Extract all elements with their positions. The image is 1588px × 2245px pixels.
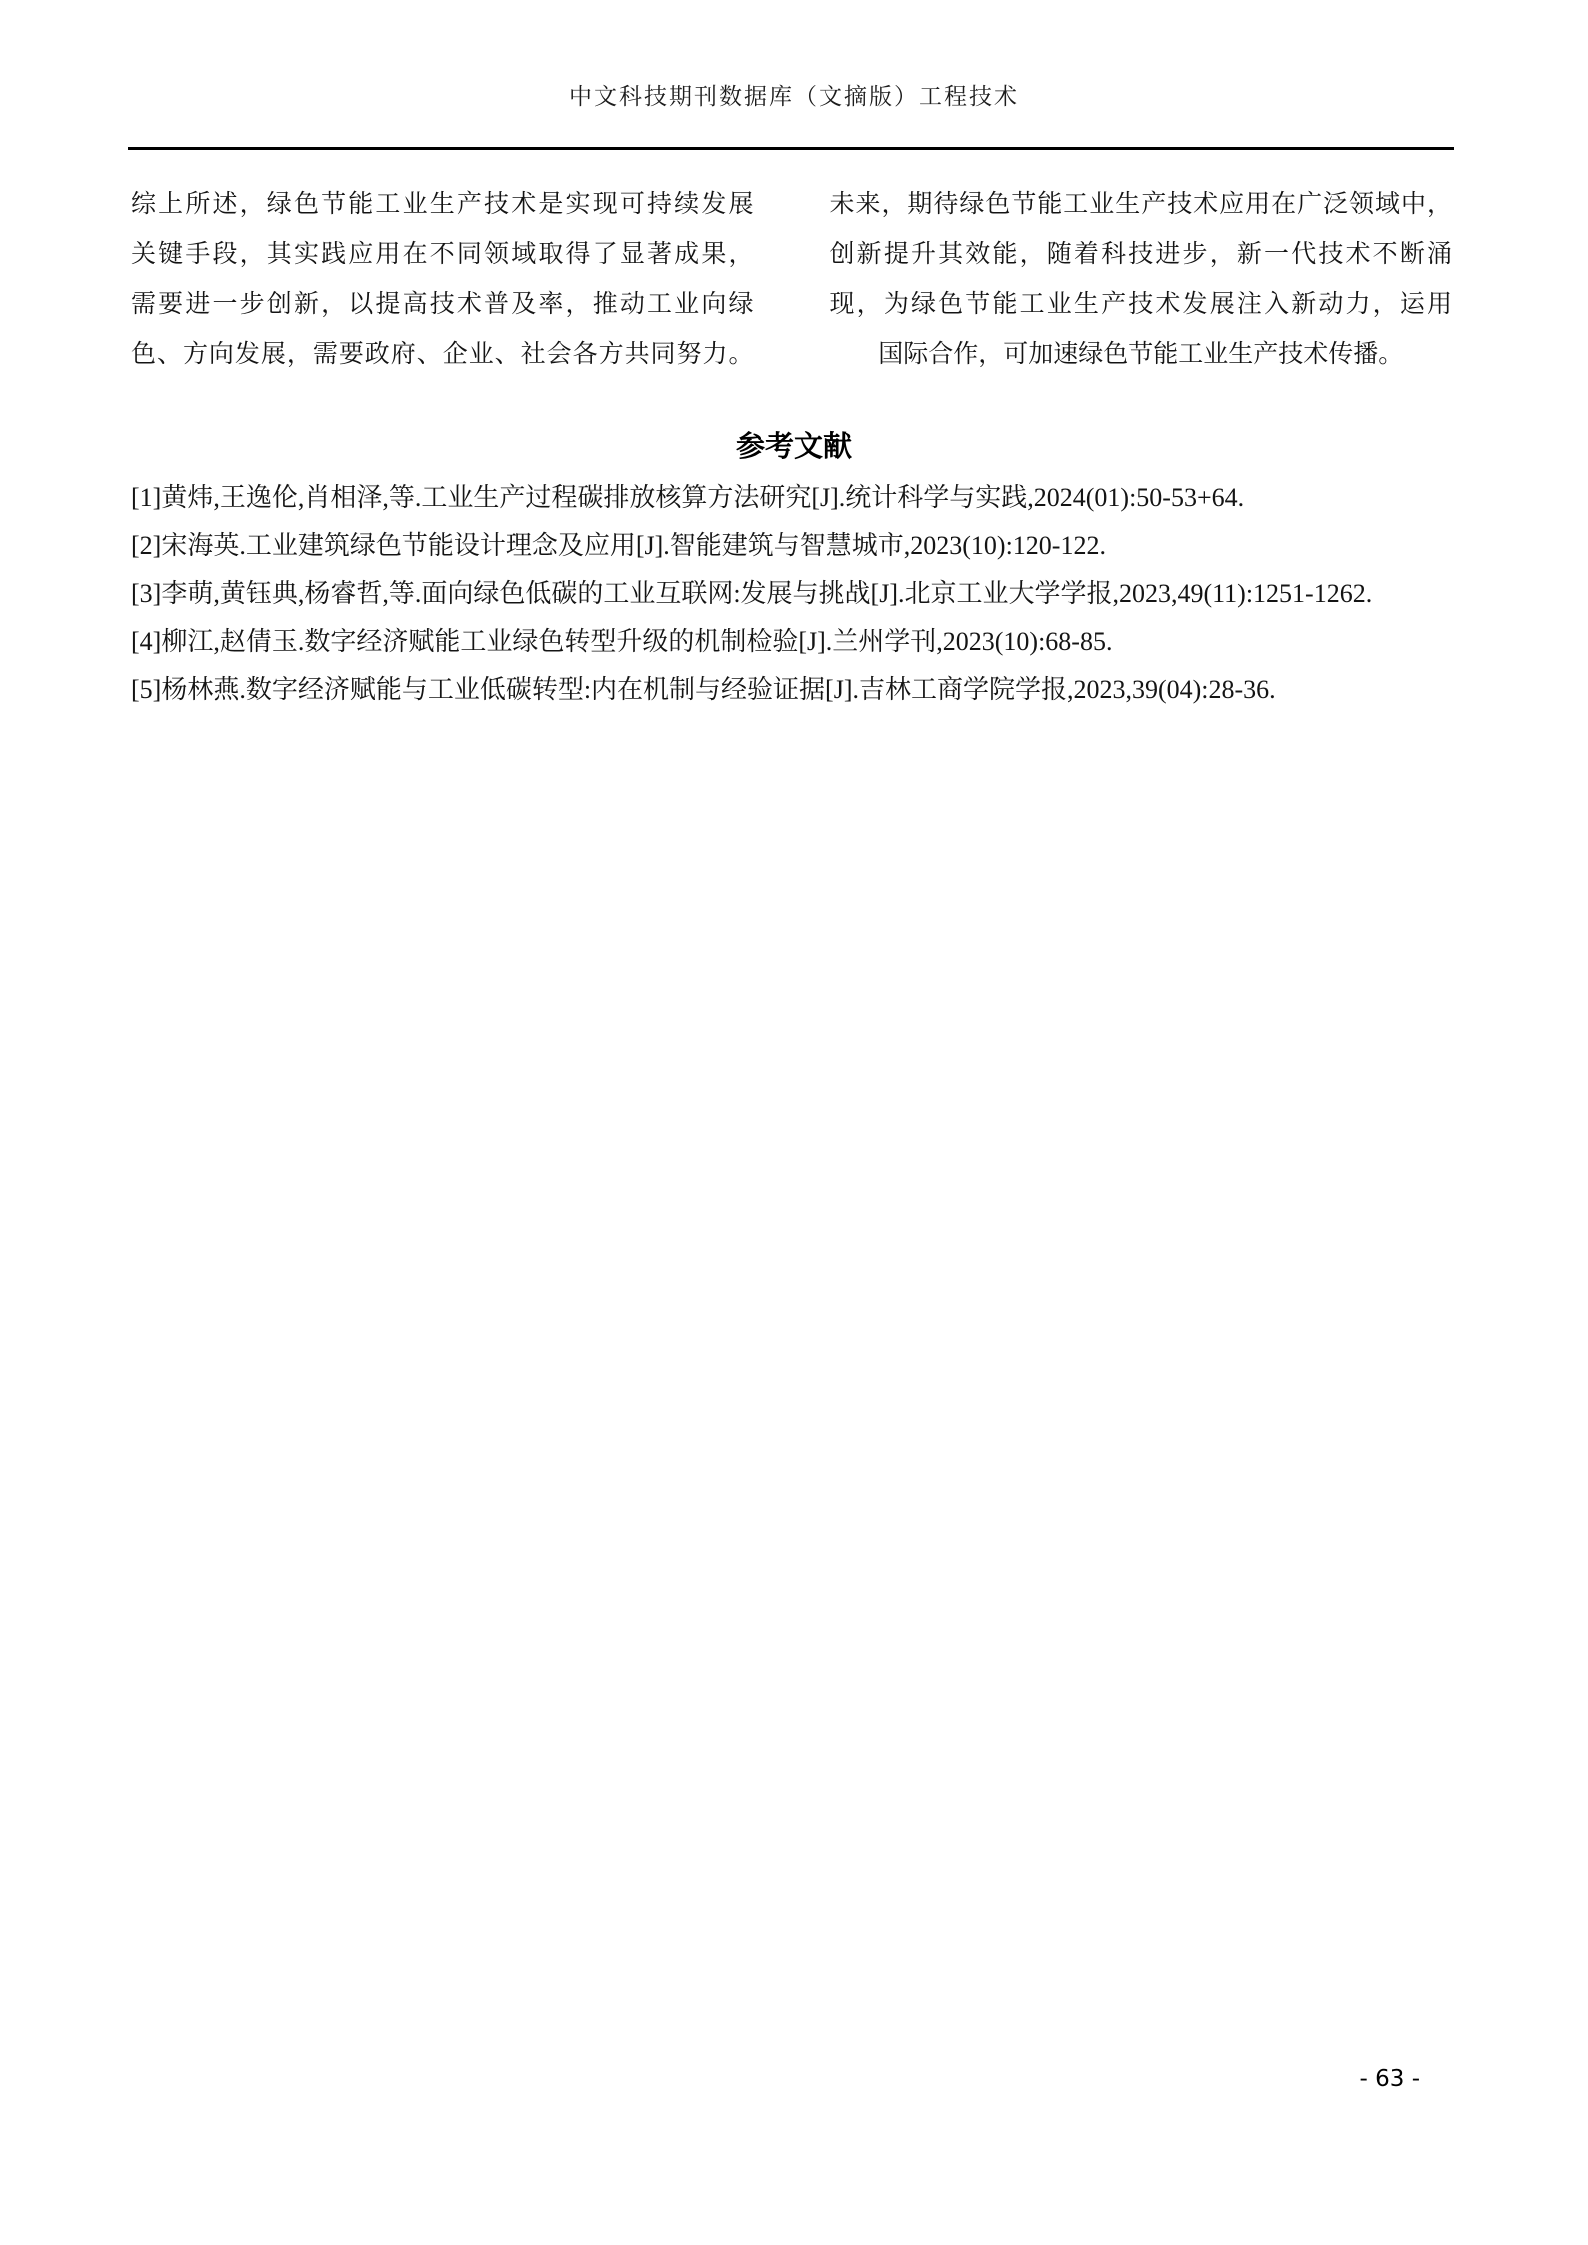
right-column-line: 创新提升其效能，随着科技进步，新一代技术不断涌	[829, 241, 1452, 268]
right-column	[830, 180, 1453, 380]
left-column-line: 关键手段，其实践应用在不同领域取得了显著成果，	[131, 241, 754, 268]
reference-item: [5]杨林燕.数字经济赋能与工业低碳转型:内在机制与经验证据[J].吉林工商学院学报,2023,39(04):28-36.	[131, 675, 1276, 704]
right-column-line: 国际合作，可加速绿色节能工业生产技术传播。	[878, 341, 1404, 368]
reference-item: [4]柳江,赵倩玉.数字经济赋能工业绿色转型升级的机制检验[J].兰州学刊,2023(10):68-85.	[131, 627, 1113, 656]
reference-item: [2]宋海英.工业建筑绿色节能设计理念及应用[J].智能建筑与智慧城市,2023(10):120-122.	[131, 531, 1106, 560]
references-heading: 参考文献	[735, 429, 852, 463]
left-column-line: 需要进一步创新，以提高技术普及率，推动工业向绿	[131, 291, 754, 318]
left-column-line: 综上所述，绿色节能工业生产技术是实现可持续发展	[131, 191, 754, 218]
header-divider	[128, 147, 1454, 150]
conclusion-columns	[131, 180, 1452, 380]
references-list	[131, 474, 1452, 714]
left-column-line: 色、方向发展，需要政府、企业、社会各方共同努力。	[131, 341, 754, 368]
left-column	[131, 180, 754, 380]
page-number: - 63 -	[1359, 2066, 1420, 2092]
right-column-line: 未来，期待绿色节能工业生产技术应用在广泛领域中，	[829, 191, 1452, 218]
right-column-line: 现，为绿色节能工业生产技术发展注入新动力，运用	[829, 291, 1452, 318]
page-header-title: 中文科技期刊数据库（文摘版）工程技术	[569, 84, 1019, 110]
reference-item: [1]黄炜,王逸伦,肖相泽,等.工业生产过程碳排放核算方法研究[J].统计科学与实践,2024(01):50-53+64.	[131, 483, 1245, 512]
reference-item: [3]李萌,黄钰典,杨睿哲,等.面向绿色低碳的工业互联网:发展与挑战[J].北京工业大学学报,2023,49(11):1251-1262.	[131, 579, 1373, 608]
